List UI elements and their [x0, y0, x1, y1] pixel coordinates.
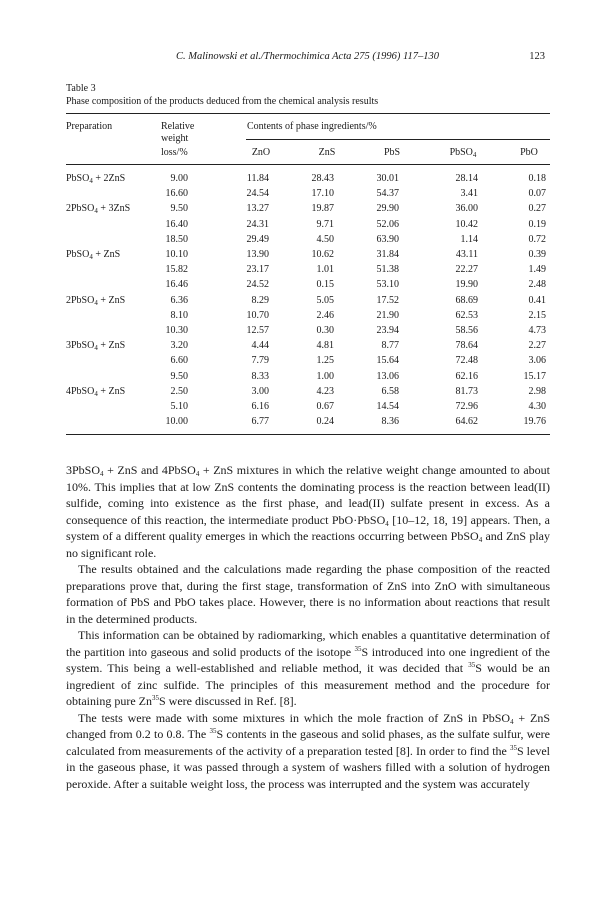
table-cell-loss: 10.10: [165, 249, 188, 260]
table-cell-loss: 15.82: [165, 264, 188, 276]
paragraph-1: 3PbSO$_4$ + ZnS and 4PbSO$_4$ + ZnS mixtures in which the relative weight change amounted to about 10%. This implies that at low ZnS contents the dominating process is the reaction between lead(II) sulfide, coming into existence as the first phase, and lead(II) sulfate present in excess. As a consequence of this reaction, the intermediate product PbO·PbSO$_4$ [10–12, 18, 19] appears. Then, a system of a different quality emerges in which the reactions occurring between PbSO$_4$ and ZnS play no significant role.: [66, 463, 551, 560]
table-cell-loss: 3.20: [170, 340, 188, 352]
table-cell-pbso4: 72.96: [455, 401, 478, 412]
table-group-rule: [246, 139, 550, 140]
table-cell-pbo: 0.41: [528, 294, 546, 306]
table-cell-zno: 12.57: [246, 325, 269, 336]
table-cell-zno: 29.49: [246, 233, 269, 245]
table-cell-zno: 24.31: [246, 218, 269, 230]
table-top-rule: [66, 113, 550, 114]
table-cell-zno: 8.29: [251, 294, 269, 306]
table-cell-pbs: 29.90: [376, 203, 399, 215]
table-cell-pbso4: 78.64: [455, 340, 478, 352]
table-cell-pbso4: 3.41: [460, 188, 478, 200]
table-cell-loss: 9.00: [170, 173, 188, 184]
table-cell-loss: 10.30: [165, 325, 188, 336]
table-cell-loss: 18.50: [165, 233, 188, 245]
table-cell-pbo: 1.49: [528, 264, 546, 276]
table-cell-zno: 11.84: [246, 173, 269, 184]
table-cell-pbs: 8.77: [381, 340, 399, 352]
table-cell-pbso4: 64.62: [455, 416, 478, 428]
table-cell-loss: 9.50: [170, 203, 188, 215]
table-cell-zns: 0.30: [316, 325, 334, 336]
table-cell-preparation: 2PbSO$_4$ + 3ZnS: [66, 203, 131, 216]
table-cell-preparation: 2PbSO$_4$ + ZnS: [66, 294, 126, 307]
table-header-rule: [66, 164, 550, 165]
table-cell-zno: 6.77: [251, 416, 269, 428]
table-cell-zns: 2.46: [316, 309, 334, 321]
table-cell-zno: 13.90: [246, 249, 269, 260]
header-zno: ZnO: [251, 147, 271, 158]
table-cell-zns: 17.10: [311, 188, 334, 200]
table-cell-zno: 24.54: [246, 188, 269, 200]
table-cell-preparation: 3PbSO$_4$ + ZnS: [66, 340, 126, 353]
table-cell-zns: 0.67: [316, 401, 334, 412]
table-cell-pbo: 0.27: [528, 203, 546, 215]
table-cell-zns: 19.87: [311, 203, 334, 215]
page-number: 123: [529, 51, 545, 62]
header-zns: ZnS: [318, 147, 336, 158]
table-cell-zns: 4.23: [316, 385, 334, 397]
table-cell-zno: 8.33: [251, 370, 269, 382]
table-cell-pbo: 2.98: [528, 385, 546, 397]
table-cell-loss: 9.50: [170, 370, 188, 382]
table-cell-pbs: 15.64: [376, 355, 399, 367]
table-cell-pbs: 14.54: [376, 401, 399, 412]
table-cell-preparation: 4PbSO$_4$ + ZnS: [66, 385, 126, 398]
table-cell-loss: 5.10: [170, 401, 188, 412]
table-cell-zno: 24.52: [246, 279, 269, 291]
table-cell-pbso4: 62.53: [455, 309, 478, 321]
table-caption-block: [66, 82, 378, 108]
table-cell-zns: 0.24: [316, 416, 334, 428]
header-pbs: PbS: [383, 147, 401, 158]
table-cell-pbo: 4.30: [528, 401, 546, 412]
header-preparation: Preparation: [66, 121, 113, 132]
table-cell-pbo: 2.48: [528, 279, 546, 291]
table-cell-zns: 0.15: [316, 279, 334, 291]
table-cell-pbso4: 1.14: [460, 233, 478, 245]
paragraph-2: The results obtained and the calculations made regarding the phase composition of the reacted preparations prove that, during the first stage, transformation of ZnS into ZnO with simultaneous formation of PbS and PbO takes place. However, there is no information about reactions that result in the determined products.: [66, 562, 550, 626]
table-cell-pbs: 63.90: [376, 233, 399, 245]
table-cell-pbo: 19.76: [523, 416, 546, 428]
table-cell-pbo: 0.18: [528, 173, 546, 184]
table-cell-pbso4: 62.16: [455, 370, 478, 382]
table-cell-pbso4: 28.14: [455, 173, 478, 184]
table-cell-loss: 16.46: [165, 279, 188, 291]
table-cell-pbso4: 72.48: [455, 355, 478, 367]
table-cell-pbs: 31.84: [376, 249, 399, 260]
header-pbso4: PbSO$_4$: [449, 147, 477, 159]
table-cell-pbs: 21.90: [376, 309, 399, 321]
table-cell-pbo: 0.07: [528, 188, 546, 200]
table-cell-pbs: 6.58: [381, 385, 399, 397]
table-cell-pbs: 54.37: [376, 188, 399, 200]
table-cell-pbo: 0.39: [528, 249, 546, 260]
table-cell-pbo: 15.17: [523, 370, 546, 382]
table-cell-zns: 9.71: [316, 218, 334, 230]
table-cell-loss: 10.00: [165, 416, 188, 428]
table-cell-pbo: 2.27: [528, 340, 546, 352]
table-cell-zno: 23.17: [246, 264, 269, 276]
table-cell-pbso4: 58.56: [455, 325, 478, 336]
table-cell-loss: 16.40: [165, 218, 188, 230]
header-loss-line3: loss/%: [161, 147, 188, 158]
table-cell-pbso4: 10.42: [455, 218, 478, 230]
table-cell-loss: 6.60: [170, 355, 188, 367]
body-text: [66, 462, 550, 792]
table-bottom-rule: [66, 434, 550, 435]
header-loss-line1: Relative: [161, 121, 195, 132]
table-cell-zns: 5.05: [316, 294, 334, 306]
table-cell-zns: 10.62: [311, 249, 334, 260]
table-cell-zno: 13.27: [246, 203, 269, 215]
table-cell-pbo: 2.15: [528, 309, 546, 321]
table-cell-loss: 8.10: [170, 309, 188, 321]
table-cell-pbs: 23.94: [376, 325, 399, 336]
table-cell-zns: 1.01: [316, 264, 334, 276]
table-cell-zno: 10.70: [246, 309, 269, 321]
table-cell-zns: 4.81: [316, 340, 334, 352]
table-cell-zno: 3.00: [251, 385, 269, 397]
table-cell-pbs: 30.01: [376, 173, 399, 184]
table-cell-zns: 1.00: [316, 370, 334, 382]
table-cell-preparation: PbSO$_4$ + 2ZnS: [66, 173, 126, 185]
table-cell-preparation: PbSO$_4$ + ZnS: [66, 249, 121, 261]
running-head-citation: C. Malinowski et al./Thermochimica Acta 275 (1996) 117–130: [176, 51, 439, 62]
table-cell-pbs: 13.06: [376, 370, 399, 382]
table-cell-loss: 6.36: [170, 294, 188, 306]
table-cell-pbso4: 22.27: [455, 264, 478, 276]
table-cell-loss: 2.50: [170, 385, 188, 397]
table-cell-pbso4: 43.11: [455, 249, 478, 260]
running-head: [0, 51, 615, 67]
paragraph-4: The tests were made with some mixtures in which the mole fraction of ZnS in PbSO$_4$ + ZnS changed from 0.2 to 0.8. The $^{35}$S contents in the gaseous and solid phases, as the sulfate sulfur, were calculated from measurements of the activity of a preparation tested [8]. In order to find the $^{35}$S level in the gaseous phase, it was passed through a system of washers filled with a solution of hydrogen peroxide. After a suitable weight loss, the process was interrupted and the system was accurately: [66, 710, 551, 791]
table-cell-pbo: 3.06: [528, 355, 546, 367]
table-cell-pbs: 17.52: [376, 294, 399, 306]
table-cell-pbs: 51.38: [376, 264, 399, 276]
table-cell-pbo: 0.72: [528, 233, 546, 245]
header-loss-line2: weight: [161, 133, 189, 144]
table-cell-pbo: 4.73: [528, 325, 546, 336]
table-cell-zns: 1.25: [316, 355, 334, 367]
table-cell-pbo: 0.19: [528, 218, 546, 230]
table-cell-zno: 6.16: [251, 401, 269, 412]
table-cell-pbso4: 19.90: [455, 279, 478, 291]
table-cell-pbs: 52.06: [376, 218, 399, 230]
table-cell-zno: 7.79: [251, 355, 269, 367]
table-cell-pbs: 53.10: [376, 279, 399, 291]
table-cell-zns: 4.50: [316, 233, 334, 245]
table-label: Table 3: [66, 83, 96, 94]
header-contents-group: Contents of phase ingredients/%: [247, 121, 377, 132]
table-cell-pbs: 8.36: [381, 416, 399, 428]
table-cell-zno: 4.44: [251, 340, 269, 352]
table-cell-loss: 16.60: [165, 188, 188, 200]
table-cell-zns: 28.43: [311, 173, 334, 184]
table-cell-pbso4: 81.73: [455, 385, 478, 397]
table-cell-pbso4: 36.00: [455, 203, 478, 215]
header-pbo: PbO: [520, 147, 538, 158]
table-cell-pbso4: 68.69: [455, 294, 478, 306]
paragraph-3: This information can be obtained by radiomarking, which enables a quantitative determination of the partition into gaseous and solid products of the isotope $^{35}$S introduced into one ingredient of the system. This being a well-established and reliable method, it was decided that $^{35}$S would be an ingredient of zinc sulfide. The principles of this measurement method and the procedure for obtaining pure Zn$^{35}$S were discussed in Ref. [8].: [66, 628, 550, 708]
table-caption: Phase composition of the products deduced from the chemical analysis results: [66, 96, 379, 107]
